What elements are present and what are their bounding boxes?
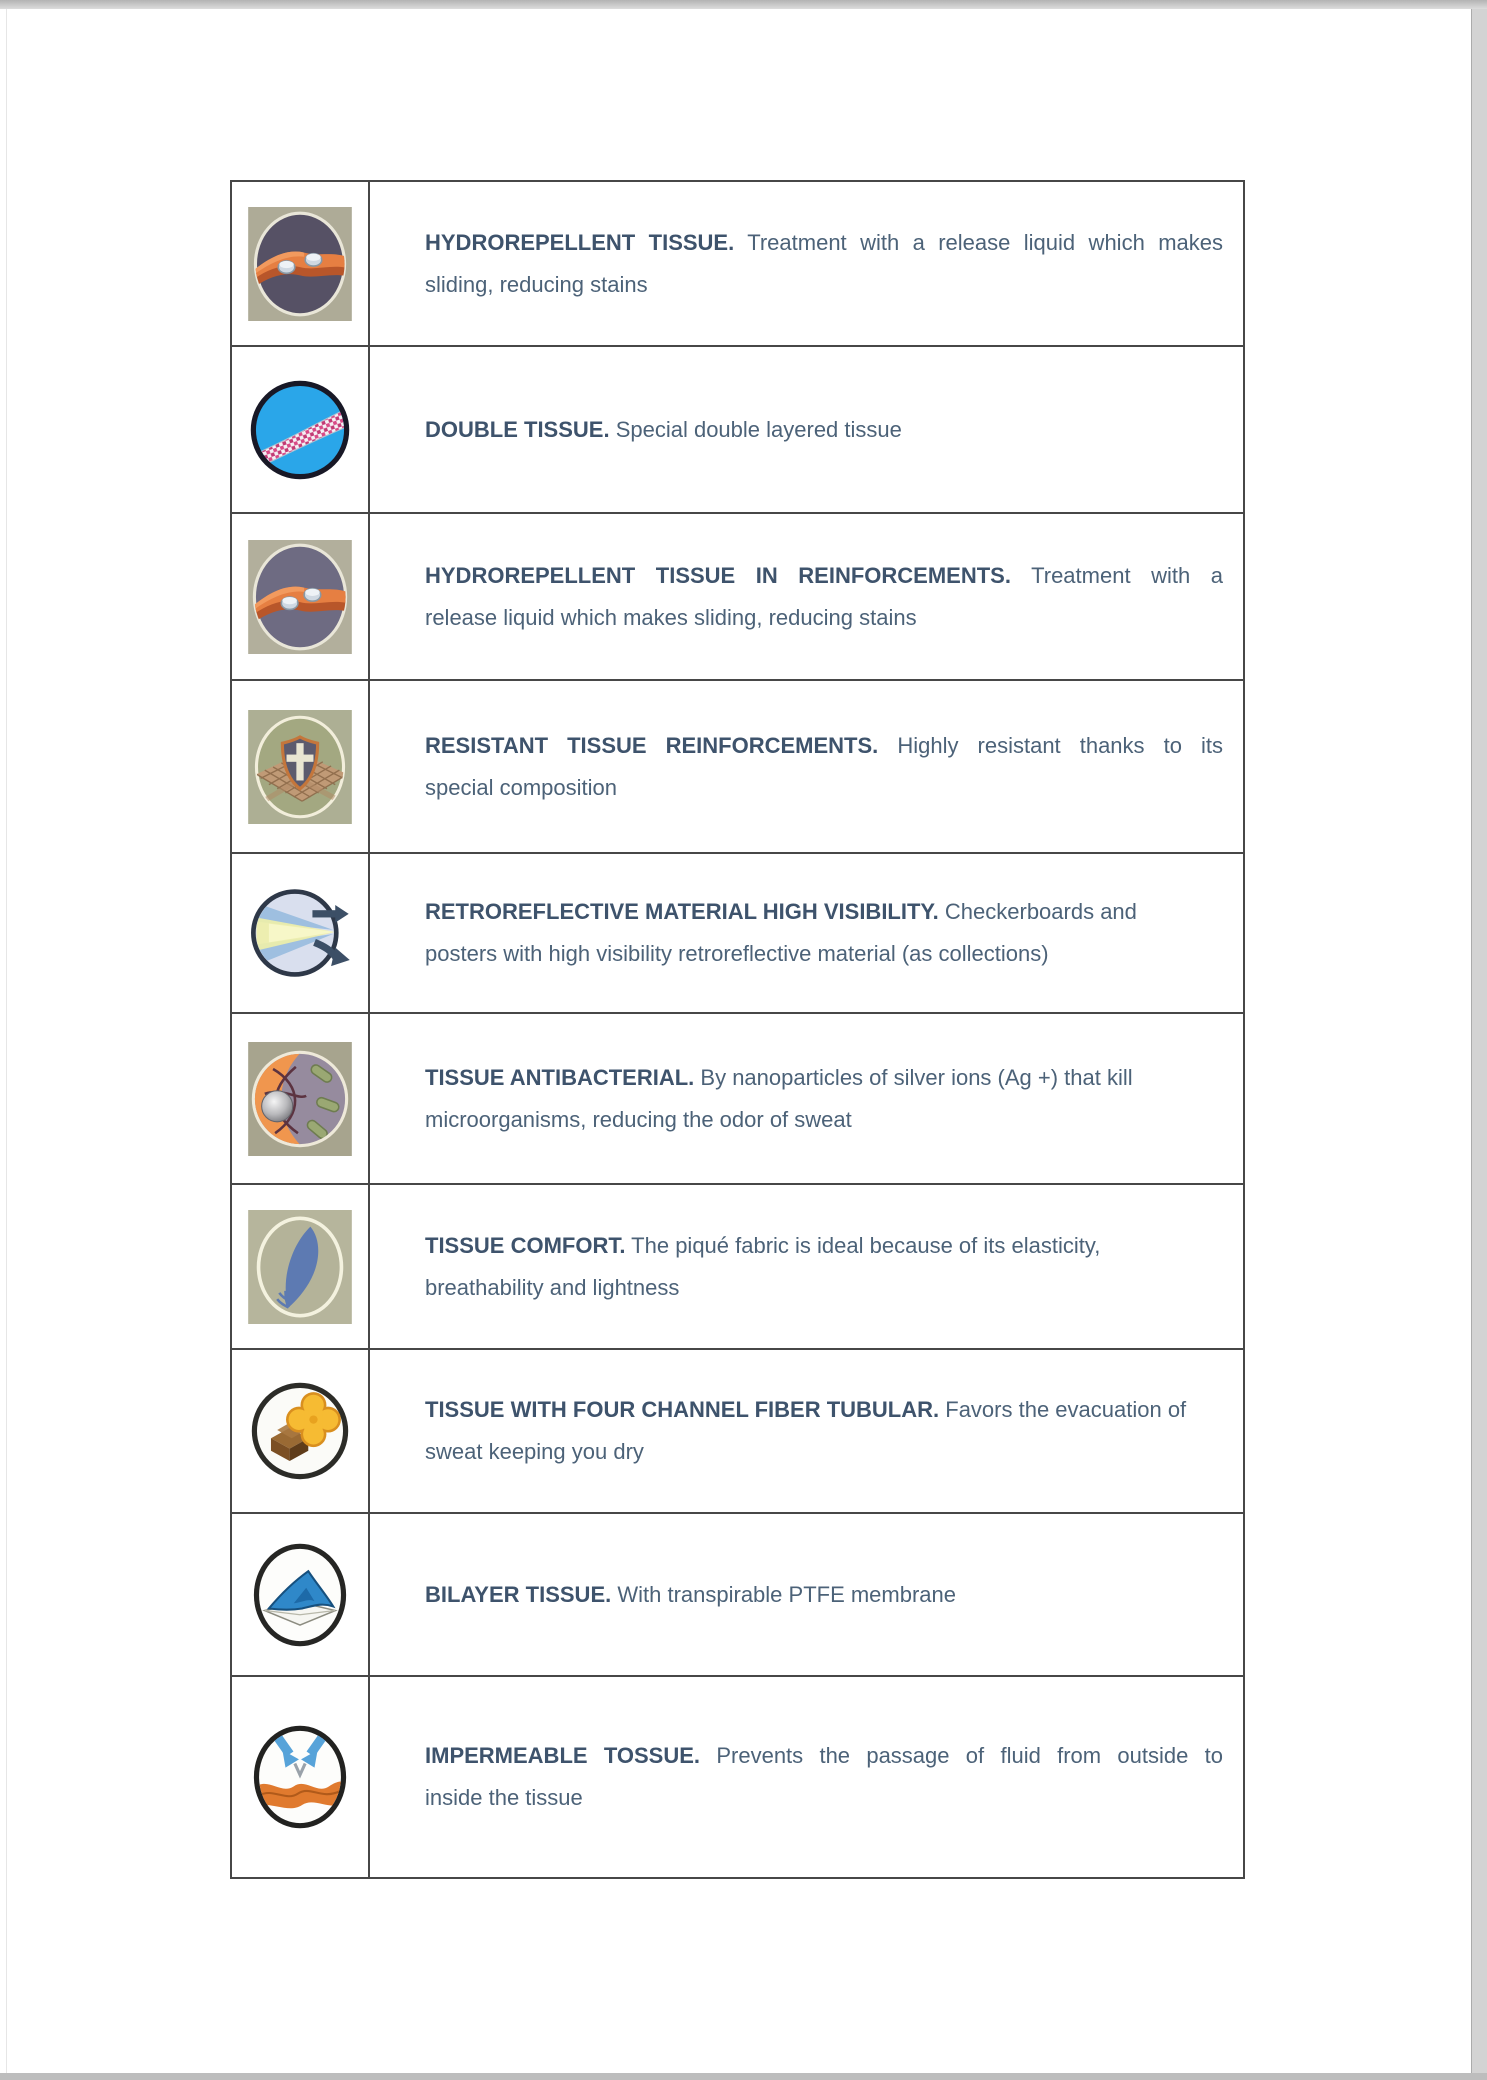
comfort-tissue-icon [248, 1210, 352, 1324]
icon-cell [232, 1185, 370, 1348]
icon-cell [232, 1514, 370, 1675]
icon-cell [232, 1677, 370, 1877]
icon-cell [232, 182, 370, 345]
feature-line-first: DOUBLE TISSUE. Special double layered tissue [425, 416, 902, 442]
table-row [232, 1014, 1243, 1185]
feature-line: microorganisms, reducing the odor of sweat [425, 1106, 852, 1132]
feature-line-first: TISSUE WITH FOUR CHANNEL FIBER TUBULAR. Favors the evacuation of [425, 1397, 1187, 1422]
feature-line-first: IMPERMEABLE TOSSUE. Prevents the passage of fluid from outside to [425, 1743, 1223, 1768]
icon-cell [232, 681, 370, 852]
resistant-tissue-reinforcements-icon [248, 710, 352, 824]
retroreflective-material-icon [248, 876, 352, 990]
feature-line-first: HYDROREPELLENT TISSUE. Treatment with a release liquid which makes [425, 229, 1223, 255]
feature-title: RESISTANT TISSUE REINFORCEMENTS. [425, 732, 879, 758]
feature-text [370, 1185, 1243, 1348]
icon-cell [232, 1014, 370, 1183]
feature-line: sweat keeping you dry [425, 1439, 644, 1464]
feature-text [370, 1350, 1243, 1512]
feature-text [370, 854, 1243, 1012]
icon-cell [232, 1350, 370, 1512]
feature-text [370, 681, 1243, 852]
table-row [232, 347, 1243, 514]
table-row [232, 182, 1243, 347]
feature-title: RETROREFLECTIVE MATERIAL HIGH VISIBILITY. [425, 899, 939, 924]
feature-line-first: RETROREFLECTIVE MATERIAL HIGH VISIBILITY. Checkerboards and [425, 899, 1137, 924]
table-row [232, 1350, 1243, 1514]
table-row [232, 1185, 1243, 1350]
feature-title: BILAYER TISSUE. [425, 1581, 612, 1607]
hydrorepellent-tissue-icon [248, 207, 352, 321]
feature-title: HYDROREPELLENT TISSUE. [425, 229, 735, 255]
table-row [232, 1514, 1243, 1677]
feature-title: TISSUE ANTIBACTERIAL. [425, 1064, 695, 1090]
fabric-features-table [230, 180, 1245, 1879]
feature-text [370, 514, 1243, 679]
four-channel-fiber-icon [248, 1374, 352, 1488]
table-row [232, 854, 1243, 1014]
feature-line-first: RESISTANT TISSUE REINFORCEMENTS. Highly resistant thanks to its [425, 732, 1223, 758]
impermeable-tissue-icon [248, 1720, 352, 1834]
feature-line: breathability and lightness [425, 1274, 680, 1300]
feature-title: DOUBLE TISSUE. [425, 416, 610, 442]
feature-text [370, 1514, 1243, 1675]
antibacterial-tissue-icon [248, 1042, 352, 1156]
feature-line-first: TISSUE COMFORT. The piqué fabric is ideal because of its elasticity, [425, 1232, 1101, 1258]
feature-title: HYDROREPELLENT TISSUE IN REINFORCEMENTS. [425, 562, 1011, 588]
table-row [232, 1677, 1243, 1877]
feature-line: inside the tissue [425, 1785, 583, 1810]
feature-line: release liquid which makes sliding, reducing stains [425, 604, 917, 630]
feature-title: TISSUE WITH FOUR CHANNEL FIBER TUBULAR. [425, 1397, 940, 1422]
bilayer-tissue-icon [248, 1538, 352, 1652]
feature-text [370, 347, 1243, 512]
icon-cell [232, 514, 370, 679]
icon-cell [232, 854, 370, 1012]
page-left-edge [6, 9, 7, 2073]
feature-title: IMPERMEABLE TOSSUE. [425, 1743, 701, 1768]
page-top-edge [0, 0, 1487, 9]
feature-line-first: HYDROREPELLENT TISSUE IN REINFORCEMENTS. Treatment with a [425, 562, 1223, 588]
table-row [232, 681, 1243, 854]
page-bottom-edge [0, 2073, 1487, 2080]
feature-line: sliding, reducing stains [425, 271, 648, 297]
page-right-edge [1471, 9, 1487, 2080]
feature-text [370, 1677, 1243, 1877]
feature-line: posters with high visibility retroreflective material (as collections) [425, 941, 1049, 966]
table-row [232, 514, 1243, 681]
feature-text [370, 182, 1243, 345]
feature-text [370, 1014, 1243, 1183]
feature-line-first: BILAYER TISSUE. With transpirable PTFE membrane [425, 1581, 957, 1607]
feature-line-first: TISSUE ANTIBACTERIAL. By nanoparticles of silver ions (Ag +) that kill [425, 1064, 1133, 1090]
hydrorepellent-reinforcements-icon [248, 540, 352, 654]
double-tissue-icon [248, 373, 352, 487]
icon-cell [232, 347, 370, 512]
feature-line: special composition [425, 774, 617, 800]
feature-title: TISSUE COMFORT. [425, 1232, 626, 1258]
